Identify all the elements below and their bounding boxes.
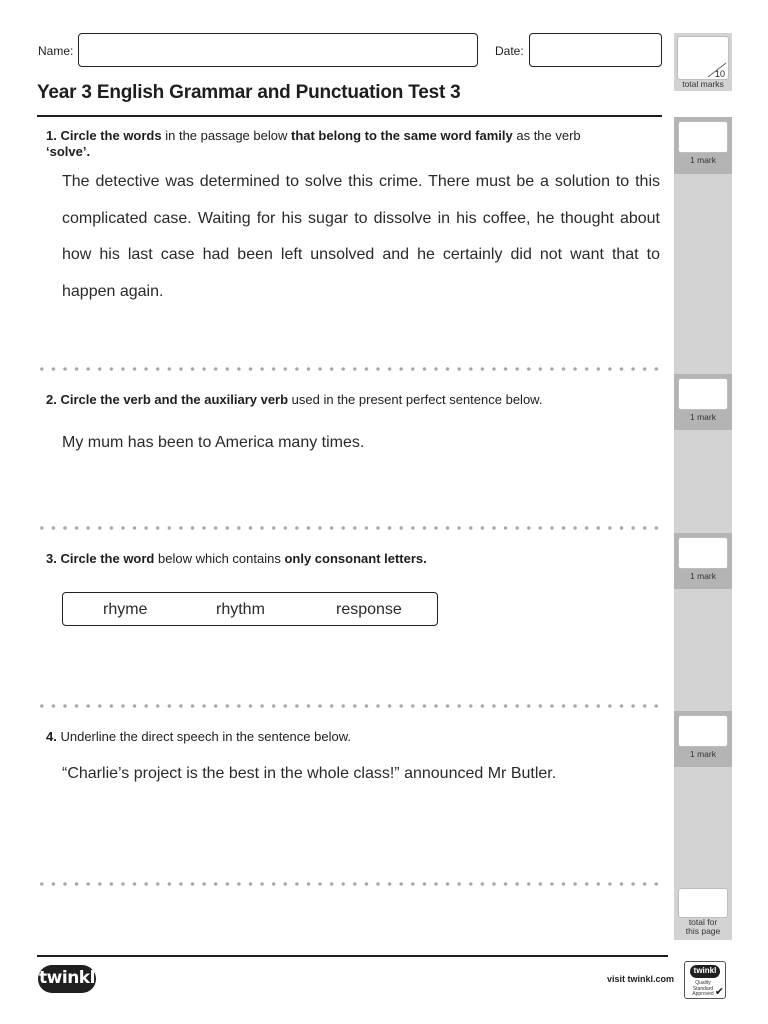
question-2-sentence: My mum has been to America many times. bbox=[62, 434, 365, 451]
date-field[interactable] bbox=[529, 33, 662, 67]
q1-part-2: that belong to the same word family bbox=[290, 128, 513, 143]
q1-part-1: in the passage below bbox=[161, 128, 291, 143]
q3-part-2: only consonant letters. bbox=[284, 551, 427, 566]
twinkl-logo: twinkl bbox=[38, 965, 96, 993]
mark-box-q3[interactable] bbox=[678, 537, 728, 569]
question-4-number: 4. bbox=[46, 729, 57, 744]
quality-badge bbox=[684, 961, 726, 999]
mark-box-q4[interactable] bbox=[678, 715, 728, 747]
question-1-passage: The detective was determined to solve this crime. There must be a solution to this complicated case. Waiting for his sugar to dissolve in his coffee, he thought about how his last case had been left unsolved and he certainly did not want that to happen again. bbox=[62, 173, 660, 300]
page-total-box[interactable] bbox=[678, 888, 728, 918]
mark-box-q2[interactable] bbox=[678, 378, 728, 410]
mark-band-q4 bbox=[674, 711, 732, 767]
divider-2 bbox=[36, 526, 664, 530]
question-3-prompt bbox=[46, 551, 646, 567]
question-1-number: 1. bbox=[46, 128, 57, 143]
footer-rule bbox=[37, 955, 668, 957]
q2-part-0: Circle the verb and the auxiliary verb bbox=[60, 392, 289, 407]
word-options-box bbox=[62, 592, 438, 626]
mark-band-q2 bbox=[674, 374, 732, 430]
option-rhyme[interactable]: rhyme bbox=[103, 601, 148, 618]
q3-part-0: Circle the word bbox=[60, 551, 155, 566]
name-field[interactable] bbox=[78, 33, 478, 67]
question-4-sentence: “Charlie’s project is the best in the whole class!” announced Mr Butler. bbox=[62, 765, 557, 782]
divider-3 bbox=[36, 704, 664, 708]
divider-4 bbox=[36, 882, 664, 886]
question-3-number: 3. bbox=[46, 551, 57, 566]
q3-part-1: below which contains bbox=[154, 551, 285, 566]
visit-link[interactable]: visit twinkl.com bbox=[607, 974, 675, 984]
total-marks-box[interactable] bbox=[677, 36, 729, 80]
page-total-label: total for this page bbox=[685, 917, 721, 936]
question-4-prompt bbox=[46, 729, 646, 745]
page-title: Year 3 English Grammar and Punctuation Test 3 bbox=[37, 82, 461, 103]
q4-part-0: Underline the direct speech in the sentence below. bbox=[60, 729, 351, 744]
check-icon: ✔ bbox=[714, 986, 724, 998]
total-marks-value: 10 bbox=[714, 69, 725, 79]
badge-logo: twinkl bbox=[690, 965, 720, 978]
option-response[interactable]: response bbox=[336, 601, 402, 618]
question-2-prompt bbox=[46, 392, 646, 408]
option-rhythm[interactable]: rhythm bbox=[216, 601, 265, 618]
mark-band-q3 bbox=[674, 533, 732, 589]
q1-part-4: ‘solve’. bbox=[46, 144, 91, 159]
q2-part-1: used in the present perfect sentence below. bbox=[288, 392, 543, 407]
mark-label-q4: 1 mark bbox=[690, 749, 716, 759]
mark-label-q2: 1 mark bbox=[690, 412, 716, 422]
mark-box-q1[interactable] bbox=[678, 121, 728, 153]
badge-text: Quality Standard Approved bbox=[692, 980, 714, 997]
question-1-prompt bbox=[46, 128, 586, 160]
mark-label-q3: 1 mark bbox=[690, 571, 716, 581]
q1-part-3: as the verb bbox=[512, 128, 581, 143]
total-marks-label: total marks bbox=[682, 79, 724, 89]
mark-band-q1 bbox=[674, 117, 732, 174]
name-label: Name: bbox=[38, 44, 74, 58]
mark-label-q1: 1 mark bbox=[690, 155, 716, 165]
marks-column bbox=[674, 117, 732, 940]
total-marks-panel bbox=[674, 33, 732, 91]
title-rule bbox=[37, 115, 662, 117]
question-2-number: 2. bbox=[46, 392, 57, 407]
date-label: Date: bbox=[495, 44, 524, 58]
divider-1 bbox=[36, 367, 664, 371]
q1-part-0: Circle the words bbox=[60, 128, 162, 143]
